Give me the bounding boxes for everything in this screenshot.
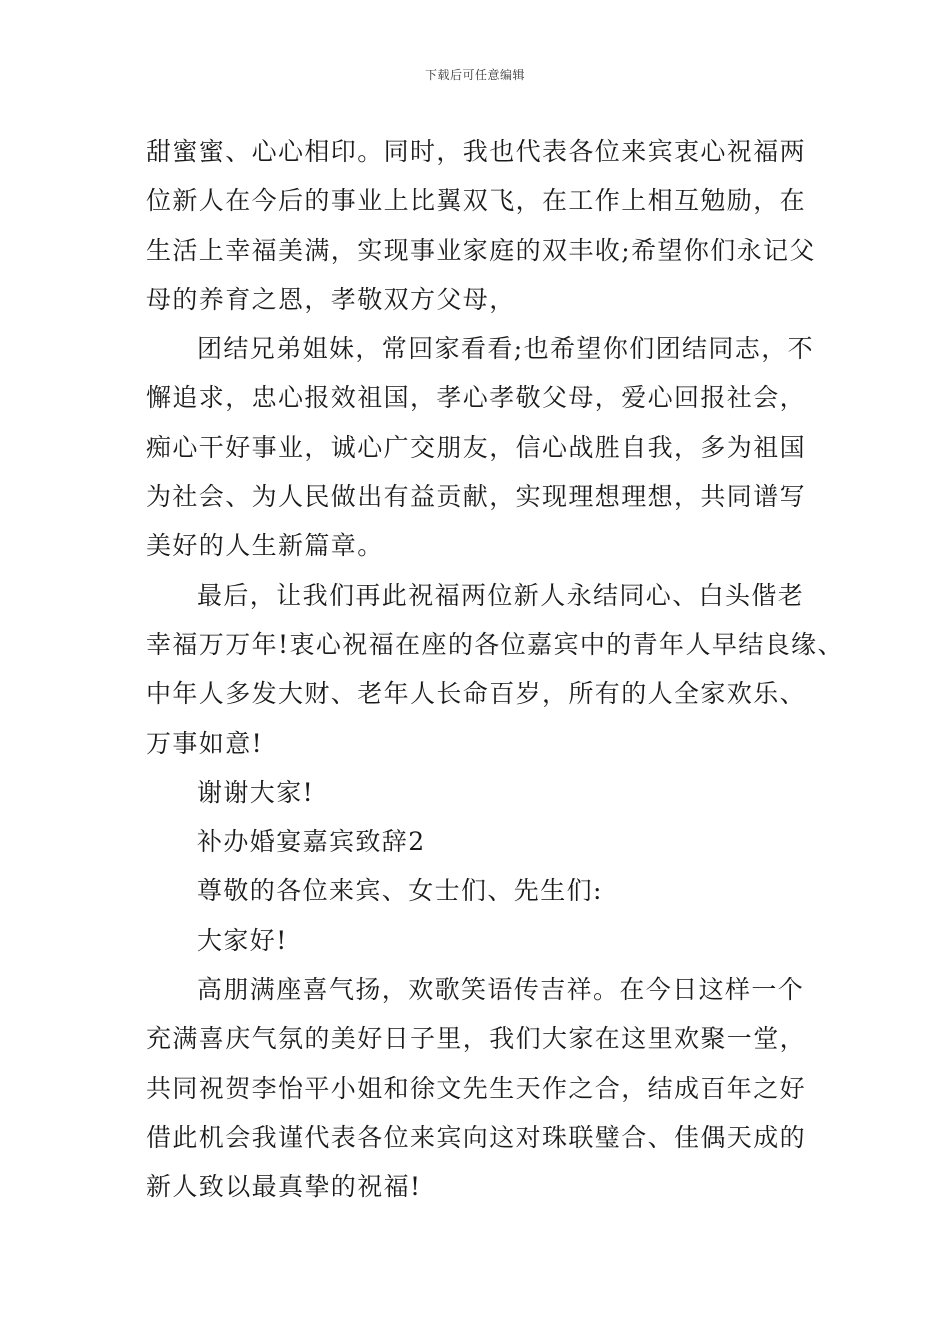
- greeting: 大家好!: [197, 925, 288, 955]
- paragraph-start: 团结兄弟姐妹，常回家看看;也希望你们团结同志，不: [197, 334, 815, 364]
- text-line: 为社会、为人民做出有益贡献，实现理想理想，共同谱写: [146, 482, 807, 512]
- text-line: 借此机会我谨代表各位来宾向这对珠联璧合、佳偶天成的: [146, 1122, 807, 1152]
- text-line: 生活上幸福美满，实现事业家庭的双丰收;希望你们永记父: [146, 235, 816, 265]
- section-title: 补办婚宴嘉宾致辞2: [197, 827, 426, 857]
- text-line: 懈追求，忠心报效祖国，孝心孝敬父母，爱心回报社会，: [146, 383, 807, 413]
- text-line: 痴心干好事业，诚心广交朋友，信心战胜自我，多为祖国: [146, 432, 807, 462]
- paragraph-start: 最后，让我们再此祝福两位新人永结同心、白头偕老: [197, 580, 805, 610]
- text-line: 共同祝贺李怡平小姐和徐文先生天作之合，结成百年之好: [146, 1073, 807, 1103]
- text-line: 母的养育之恩，孝敬双方父母，: [146, 284, 516, 314]
- text-line: 甜蜜蜜、心心相印。同时，我也代表各位来宾衷心祝福两: [146, 137, 807, 166]
- text-line: 万事如意!: [146, 728, 264, 758]
- text-line: 幸福万万年!衷心祝福在座的各位嘉宾中的青年人早结良缘、: [146, 629, 844, 659]
- page-header: 下载后可任意编辑: [424, 68, 525, 82]
- text-line: 美好的人生新篇章。: [146, 531, 384, 561]
- text-line: 位新人在今后的事业上比翼双飞，在工作上相互勉励，在: [146, 186, 807, 216]
- document-body: [146, 127, 844, 1212]
- salutation: 尊敬的各位来宾、女士们、先生们:: [197, 876, 603, 906]
- text-line: 新人致以最真挚的祝福!: [146, 1172, 422, 1202]
- paragraph-start: 高朋满座喜气扬，欢歌笑语传吉祥。在今日这样一个: [197, 975, 805, 1005]
- text-line: 中年人多发大财、老年人长命百岁，所有的人全家欢乐、: [146, 679, 807, 709]
- text-line: 充满喜庆气氛的美好日子里，我们大家在这里欢聚一堂，: [146, 1024, 807, 1054]
- paragraph-start: 谢谢大家!: [197, 777, 315, 807]
